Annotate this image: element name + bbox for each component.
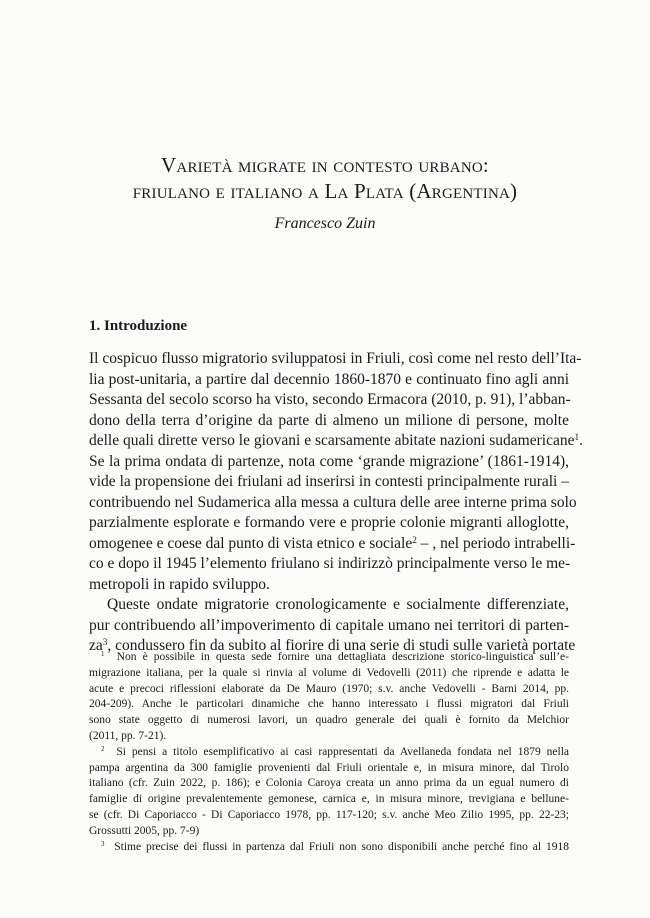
- article-author: Francesco Zuin: [274, 215, 376, 232]
- body-line: vide la propensione dei friulani ad inserirsi in contesti principalmente rurali –: [89, 473, 569, 490]
- footnote-ref[interactable]: 1: [574, 432, 580, 443]
- body-line: [89, 534, 576, 555]
- footnote-line: (2011, pp. 7-21).: [89, 729, 167, 742]
- footnote-number: 3: [101, 840, 105, 848]
- article-title-line-2: friulano e italiano a La Plata (Argentina): [132, 179, 518, 203]
- footnote-line: famiglie di origine prevalentemente gemonese, carnica e, in misura minore, trevigiana e bellune-: [89, 793, 569, 806]
- footnote-line: $^2$ Si pensi a titolo esemplificativo ai casi rappresentati da Avellaneda fondata nel 1879 nella: [101, 745, 569, 758]
- footnote-line: acute e precoci riflessioni elaborate da De Mauro (1970; s.v. anche Vedovelli - Barni 2014, pp.: [89, 682, 569, 695]
- footnote-line: 204-209). Anche le particolari dinamiche che hanno interessato i flussi migratori dal Friuli: [89, 698, 569, 711]
- body-line: co e dopo il 1945 l’elemento friulano si indirizzò principalmente verso le me-: [89, 555, 571, 572]
- body-line: pur contribuendo all’impoverimento di capitale umano nei territori di parten-: [89, 616, 569, 634]
- section-heading: 1. Introduzione: [89, 318, 188, 334]
- article-title-line-1: Varietà migrate in contesto urbano:: [161, 153, 489, 177]
- footnote-line: se (cfr. Di Caporiacco - Di Caporiacco 1978, pp. 117-120; s.v. anche Meo Zilio 1995, pp. 22-23;: [89, 808, 569, 821]
- body-paragraph-1: [89, 349, 583, 657]
- body-text: , condussero fin da subito al fiorire di una serie di studi sulle varietà portate: [107, 637, 576, 654]
- footnote-line: italiano (cfr. Zuin 2022, p. 186); e Colonia Caroya creata un anno prima da un egual numero di: [89, 777, 569, 790]
- body-line: dono della terra d’origine da parte di almeno un milione di persone, molte: [89, 411, 569, 429]
- footnote-number: 2: [101, 746, 105, 753]
- body-text: za: [89, 637, 103, 654]
- footnote-line: sono state oggetto di numerosi lavori, un quadro generale dei quali è fornito da Melchior: [89, 714, 569, 727]
- footnote-line: migrazione italiana, per la quale si rinvia al volume di Vedovelli (2011) che riprende e adatta le: [89, 666, 569, 679]
- body-line: Il cospicuo flusso migratorio sviluppatosi in Friuli, così come nel resto dell’Ita-: [89, 350, 582, 367]
- body-line: Queste ondate migratorie cronologicamente e socialmente differenziate,: [107, 596, 569, 613]
- footnote-line: $^3$ Stime precise dei flussi in partenza dal Friuli non sono disponibili anche perché fino al 1918: [101, 840, 569, 853]
- footnote-line: Grossutti 2005, pp. 7-9): [89, 824, 200, 837]
- footnote-ref[interactable]: 3: [102, 637, 108, 648]
- footnote-number: 1: [101, 651, 105, 659]
- footnote-ref[interactable]: 2: [412, 535, 417, 546]
- body-line: lia post-unitaria, a partire dal decennio 1860-1870 e continuato fino agli anni: [89, 370, 569, 388]
- body-line: metropoli in rapido sviluppo.: [89, 575, 270, 593]
- body-text: – , nel periodo intrabelli-: [416, 534, 576, 552]
- body-text: delle quali dirette verso le giovani e scarsamente abitate nazioni sudamericane: [89, 432, 575, 449]
- body-line: parzialmente esplorate e formando vere e proprie colonie migranti alloglotte,: [89, 514, 569, 531]
- body-line: contribuendo nel Sudamerica alla messa a cultura delle aree interne prima solo: [89, 493, 577, 511]
- body-line: Sessanta del secolo scorso ha visto, secondo Ermacora (2010, p. 91), l’abban-: [89, 391, 571, 408]
- body-text: omogenee e coese dal punto di vista etnico e sociale: [89, 534, 413, 552]
- body-line: delle quali dirette verso le giovani e scarsamente abitate nazioni sudamericane$^1$.: [89, 432, 583, 449]
- footnote-line: $^1$ Non è possibile in questa sede fornire una dettagliata descrizione storico-linguistica sull’e-: [101, 651, 569, 663]
- footnote-line: pampa argentina da 300 famiglie provenienti dal Friuli orientale e, in misura minore, dal Tirolo: [89, 761, 569, 774]
- body-line: Se la prima ondata di partenze, nota come ‘grande migrazione’ (1861-1914),: [89, 452, 569, 470]
- footnotes: [89, 650, 569, 855]
